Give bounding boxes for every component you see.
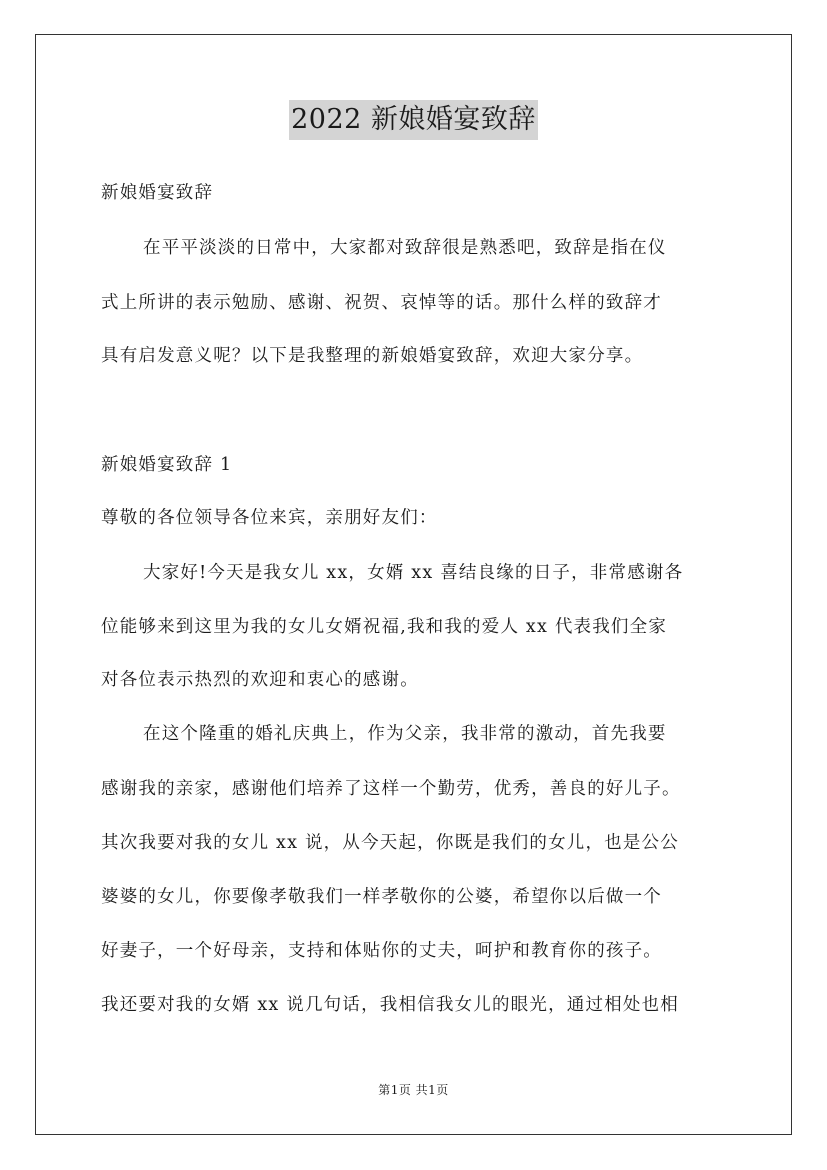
salutation: 尊敬的各位领导各位来宾，亲朋好友们：	[101, 508, 438, 528]
document-title: 2022 新娘婚宴致辞	[289, 100, 538, 140]
para2-line-4: 婆婆的女儿，你要像孝敬我们一样孝敬你的公婆，希望你以后做一个	[101, 887, 662, 907]
page-footer: 第1页 共1页	[378, 1083, 449, 1097]
para2-line-1: 在这个隆重的婚礼庆典上，作为父亲，我非常的激动，首先我要	[143, 724, 667, 744]
section-heading: 新娘婚宴致辞 1	[101, 455, 233, 475]
para2-line-2: 感谢我的亲家，感谢他们培养了这样一个勤劳，优秀，善良的好儿子。	[101, 779, 681, 799]
para2-line-5: 好妻子，一个好母亲，支持和体贴你的丈夫，呵护和教育你的孩子。	[101, 941, 662, 961]
title-container	[0, 100, 827, 140]
intro-line-3: 具有启发意义呢？以下是我整理的新娘婚宴致辞，欢迎大家分享。	[101, 346, 644, 366]
intro-line-2: 式上所讲的表示勉励、感谢、祝贺、哀悼等的话。那什么样的致辞才	[101, 293, 662, 313]
subtitle: 新娘婚宴致辞	[101, 183, 214, 203]
para2-line-3: 其次我要对我的女儿 xx 说，从今天起，你既是我们的女儿，也是公公	[101, 833, 679, 853]
intro-line-1: 在平平淡淡的日常中，大家都对致辞很是熟悉吧，致辞是指在仪	[143, 238, 667, 258]
para1-line-3: 对各位表示热烈的欢迎和衷心的感谢。	[101, 670, 419, 690]
para1-line-1: 大家好!今天是我女儿 xx，女婿 xx 喜结良缘的日子，非常感谢各	[143, 563, 684, 583]
para2-line-6: 我还要对我的女婿 xx 说几句话，我相信我女儿的眼光，通过相处也相	[101, 995, 679, 1015]
para1-line-2: 位能够来到这里为我的女儿女婿祝福,我和我的爱人 xx 代表我们全家	[101, 617, 668, 637]
